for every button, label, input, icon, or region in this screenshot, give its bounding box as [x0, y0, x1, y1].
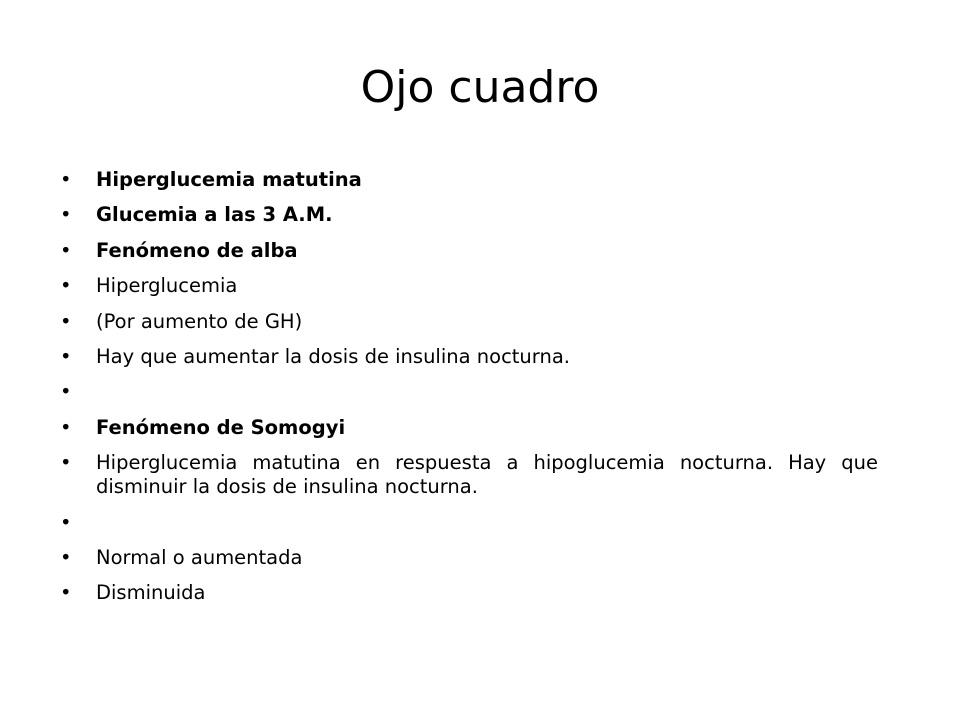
- list-item: [48, 546, 878, 570]
- list-item: [48, 168, 878, 192]
- list-item: [48, 581, 878, 605]
- list-item: [48, 274, 878, 298]
- bullet-text: Disminuida: [96, 581, 206, 605]
- bullet-dot-icon: •: [60, 510, 72, 534]
- bullet-text: (Por aumento de GH): [96, 309, 303, 333]
- bullet-dot-icon: •: [60, 415, 72, 439]
- list-item: [48, 203, 878, 227]
- bullet-text: Hiperglucemia: [96, 274, 238, 298]
- bullet-text: Hiperglucemia matutina en respuesta a hipoglucemia nocturna. Hay que disminuir la dosis de insulina nocturna.: [96, 451, 878, 499]
- slide-title: Ojo cuadro: [360, 62, 600, 113]
- bullet-text: Hiperglucemia matutina: [96, 168, 362, 191]
- list-item: [48, 380, 878, 404]
- list-item: [48, 511, 878, 535]
- list-item: [48, 451, 878, 499]
- bullet-dot-icon: •: [60, 168, 72, 191]
- bullet-dot-icon: •: [60, 451, 72, 475]
- list-item: [48, 416, 878, 440]
- bullet-text: Fenómeno de alba: [96, 238, 298, 262]
- list-item: [48, 345, 878, 369]
- bullet-dot-icon: •: [60, 203, 72, 227]
- bullet-text: Fenómeno de Somogyi: [96, 415, 346, 439]
- bullet-list: [48, 168, 878, 617]
- list-item: [48, 310, 878, 334]
- bullet-dot-icon: •: [60, 380, 72, 404]
- bullet-text: Normal o aumentada: [96, 545, 303, 569]
- bullet-dot-icon: •: [60, 309, 72, 333]
- list-item: [48, 239, 878, 263]
- bullet-text: Hay que aumentar la dosis de insulina nocturna.: [96, 344, 570, 368]
- bullet-dot-icon: •: [60, 238, 72, 262]
- bullet-dot-icon: •: [60, 581, 72, 605]
- bullet-dot-icon: •: [60, 545, 72, 569]
- bullet-text: Glucemia a las 3 A.M.: [96, 203, 333, 227]
- bullet-dot-icon: •: [60, 344, 72, 368]
- bullet-dot-icon: •: [60, 274, 72, 298]
